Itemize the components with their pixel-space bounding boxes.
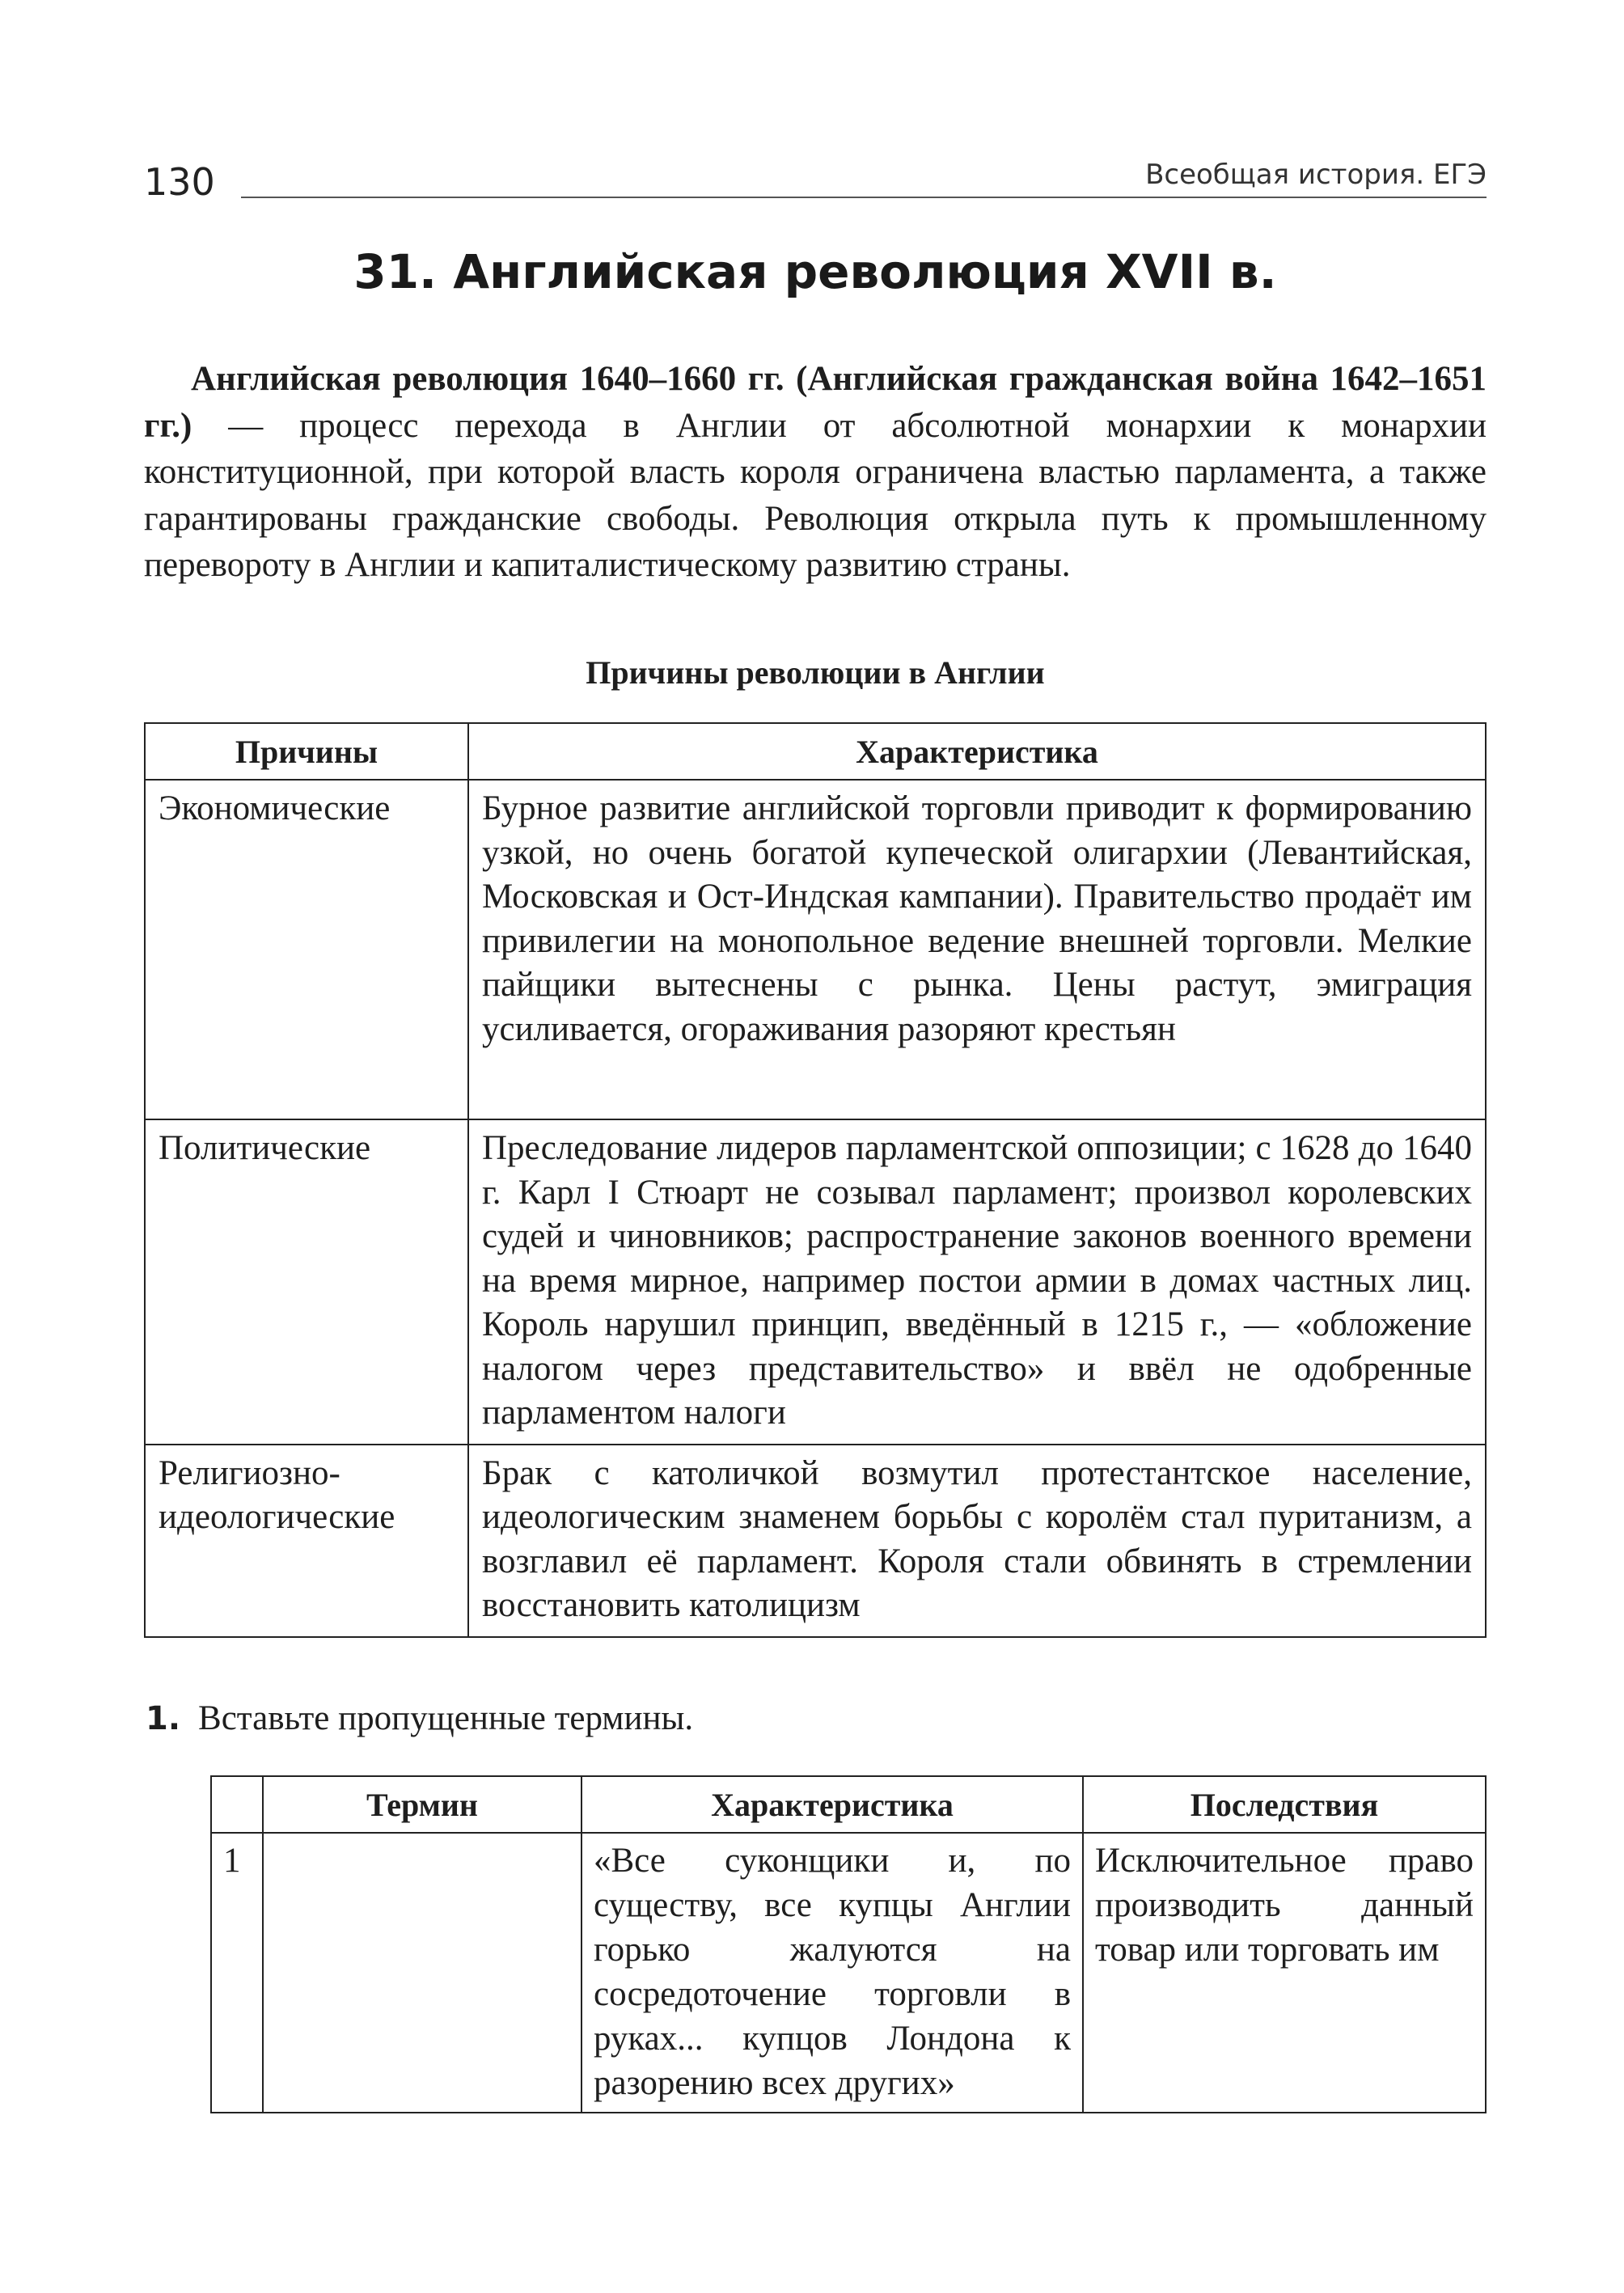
terms-table (210, 1775, 1487, 2113)
term-input-cell[interactable] (263, 1833, 582, 2113)
table-row (145, 780, 1486, 1119)
causes-table-caption: Причины революции в Англии (586, 654, 1045, 691)
cause-cell: Экономические (145, 780, 468, 1119)
causes-table (144, 722, 1487, 1638)
task-1 (146, 1699, 693, 1738)
header-characteristic: Характеристика (468, 723, 1486, 780)
row-number: 1 (211, 1833, 263, 2113)
intro-term: Английская революция 1640–1660 гг. (Английская гражданская война 1642–1651 гг.) (144, 360, 1487, 445)
intro-paragraph (144, 356, 1487, 589)
description-cell: Преследование лидеров парламентской оппозиции; с 1628 до 1640 г. Карл I Стюарт не созывал парламент; произвол королевских судей и чиновников; распространение законов военного времени на время мирное, например постои армии в домах частных лиц. Король нарушил принцип, введённый в 1215 г., — «обложение налогом через представительство» и ввёл не одобренные парламентом налоги (468, 1119, 1486, 1445)
consequence-cell: Исключительное право производить данный товар или торговать им (1083, 1833, 1486, 2113)
header-causes: Причины (145, 723, 468, 780)
header-number (211, 1776, 263, 1833)
page-header (144, 152, 1487, 204)
table-row (145, 1445, 1486, 1637)
task-text: Вставьте пропущенные термины. (198, 1699, 694, 1737)
characteristic-cell: «Все суконщики и, по существу, все купцы Англии горько жалуются на сосредоточение торговли в руках... купцов Лондона к разорению всех других» (582, 1833, 1083, 2113)
running-head: Всеобщая история. ЕГЭ (1145, 159, 1487, 191)
header-characteristic: Характеристика (582, 1776, 1083, 1833)
page-number: 130 (144, 160, 215, 204)
cause-cell: Религиозно- идеологические (145, 1445, 468, 1637)
table-row (211, 1833, 1486, 2113)
table-row (145, 1119, 1486, 1445)
header-rule (241, 197, 1487, 198)
task-number: 1. (146, 1700, 181, 1737)
intro-text: — процесс перехода в Англии от абсолютной монархии к монархии конституционной, при которой власть короля ограничена властью парламента, а также гарантированы гражданские свободы. Революция открыла путь к промышленному перевороту в Англии и капиталистическому развитию страны. (144, 406, 1487, 584)
table-header-row (145, 723, 1486, 780)
header-term: Термин (263, 1776, 582, 1833)
table-header-row (211, 1776, 1486, 1833)
chapter-title: 31. Английская революция XVII в. (353, 244, 1277, 299)
cause-cell: Политические (145, 1119, 468, 1445)
description-cell: Бурное развитие английской торговли приводит к формированию узкой, но очень богатой купеческой олигархии (Левантийская, Московская и Ост-Индская кампании). Правительство продаёт им привилегии на монопольное ведение внешней торговли. Мелкие пайщики вытеснены с рынка. Цены растут, эмиграция усиливается, огораживания разоряют крестьян (468, 780, 1486, 1119)
header-consequence: Последствия (1083, 1776, 1486, 1833)
description-cell: Брак с католичкой возмутил протестантское население, идеологическим знаменем борьбы с королём стал пуританизм, а возглавил её парламент. Короля стали обвинять в стремлении восстановить католицизм (468, 1445, 1486, 1637)
